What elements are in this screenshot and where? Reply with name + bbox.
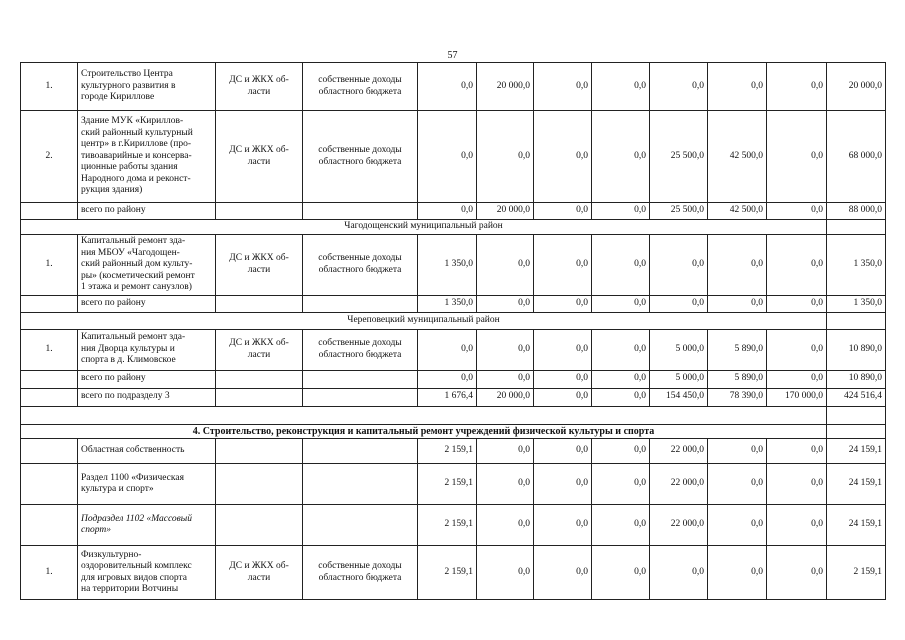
table-row xyxy=(21,464,886,505)
total-label: всего по району xyxy=(78,370,216,388)
amount-cell: 0,0 xyxy=(534,203,592,220)
group-label: Раздел 1100 «Физическая культура и спорт» xyxy=(78,464,216,505)
amount-cell: 2 159,1 xyxy=(418,439,477,464)
amount-cell: 0,0 xyxy=(767,295,827,312)
amount-cell: 0,0 xyxy=(534,295,592,312)
total-label: всего по району xyxy=(78,203,216,220)
amount-cell: 0,0 xyxy=(534,63,592,111)
page-number: 57 xyxy=(447,50,458,61)
amount-cell: 0,0 xyxy=(708,439,767,464)
row-number: 1. xyxy=(21,546,78,600)
amount-cell: 0,0 xyxy=(708,546,767,600)
amount-cell: 0,0 xyxy=(650,63,708,111)
amount-cell: 20 000,0 xyxy=(827,63,886,111)
amount-cell: 0,0 xyxy=(534,505,592,546)
table-row xyxy=(21,329,886,370)
amount-cell: 0,0 xyxy=(477,464,534,505)
table-row xyxy=(21,111,886,203)
funding-source xyxy=(303,295,418,312)
amount-cell: 0,0 xyxy=(767,235,827,296)
amount-cell: 0,0 xyxy=(767,546,827,600)
row-number xyxy=(21,203,78,220)
responsible-dept xyxy=(216,388,303,406)
amount-cell: 0,0 xyxy=(767,111,827,203)
amount-cell: 1 676,4 xyxy=(418,388,477,406)
table-row xyxy=(21,63,886,111)
amount-cell: 1 350,0 xyxy=(418,235,477,296)
amount-cell: 0,0 xyxy=(592,546,650,600)
amount-cell: 0,0 xyxy=(534,439,592,464)
budget-table xyxy=(20,62,886,600)
amount-cell: 0,0 xyxy=(534,388,592,406)
table-row xyxy=(21,546,886,600)
amount-cell: 0,0 xyxy=(650,295,708,312)
row-number xyxy=(21,464,78,505)
amount-cell: 42 500,0 xyxy=(708,203,767,220)
amount-cell: 0,0 xyxy=(767,63,827,111)
section-title: 4. Строительство, реконструкция и капитальный ремонт учреждений физической культуры и спорта xyxy=(21,424,827,439)
amount-cell: 0,0 xyxy=(534,464,592,505)
amount-cell: 0,0 xyxy=(708,235,767,296)
amount-cell: 0,0 xyxy=(650,235,708,296)
section-header-row xyxy=(21,424,886,439)
object-name: Здание МУК «Кириллов- ский районный культурный центр» в г.Кириллове (про- тивоаварийные и консерва- ционные работы здания Народного дома и реконст- рукция здания) xyxy=(78,111,216,203)
amount-cell: 0,0 xyxy=(592,439,650,464)
row-number xyxy=(21,505,78,546)
amount-cell: 0,0 xyxy=(708,63,767,111)
amount-cell: 0,0 xyxy=(592,111,650,203)
amount-cell: 0,0 xyxy=(477,235,534,296)
table-row xyxy=(21,505,886,546)
object-name: Капитальный ремонт зда- ния Дворца культуры и спорта в д. Климовское xyxy=(78,329,216,370)
row-number xyxy=(21,439,78,464)
funding-source xyxy=(303,388,418,406)
amount-cell: 20 000,0 xyxy=(477,388,534,406)
amount-cell: 0,0 xyxy=(418,370,477,388)
responsible-dept xyxy=(216,203,303,220)
table-row xyxy=(21,406,886,424)
amount-cell: 0,0 xyxy=(477,370,534,388)
amount-cell: 0,0 xyxy=(534,235,592,296)
amount-cell: 0,0 xyxy=(708,505,767,546)
amount-cell: 1 350,0 xyxy=(418,295,477,312)
amount-cell: 154 450,0 xyxy=(650,388,708,406)
funding-source xyxy=(303,464,418,505)
blank-cell xyxy=(21,406,827,424)
table-row xyxy=(21,203,886,220)
row-number xyxy=(21,370,78,388)
funding-source xyxy=(303,505,418,546)
section-header-row xyxy=(21,312,886,329)
amount-cell: 0,0 xyxy=(592,63,650,111)
funding-source xyxy=(303,203,418,220)
funding-source: собственные доходы областного бюджета xyxy=(303,235,418,296)
amount-cell: 10 890,0 xyxy=(827,329,886,370)
object-name: Физкультурно- оздоровительный комплекс для игровых видов спорта на территории Вотчины xyxy=(78,546,216,600)
responsible-dept: ДС и ЖКХ об- ласти xyxy=(216,329,303,370)
responsible-dept xyxy=(216,505,303,546)
funding-source xyxy=(303,439,418,464)
amount-cell xyxy=(827,406,886,424)
amount-cell: 424 516,4 xyxy=(827,388,886,406)
amount-cell: 20 000,0 xyxy=(477,203,534,220)
responsible-dept: ДС и ЖКХ об- ласти xyxy=(216,63,303,111)
amount-cell: 24 159,1 xyxy=(827,464,886,505)
responsible-dept: ДС и ЖКХ об- ласти xyxy=(216,235,303,296)
amount-cell: 2 159,1 xyxy=(418,505,477,546)
funding-source: собственные доходы областного бюджета xyxy=(303,111,418,203)
amount-cell xyxy=(827,220,886,235)
amount-cell: 25 500,0 xyxy=(650,111,708,203)
amount-cell: 0,0 xyxy=(767,329,827,370)
responsible-dept xyxy=(216,439,303,464)
amount-cell: 0,0 xyxy=(477,439,534,464)
amount-cell: 24 159,1 xyxy=(827,439,886,464)
total-label: всего по подразделу 3 xyxy=(78,388,216,406)
amount-cell: 2 159,1 xyxy=(827,546,886,600)
object-name: Строительство Центра культурного развития в городе Кириллове xyxy=(78,63,216,111)
amount-cell: 25 500,0 xyxy=(650,203,708,220)
amount-cell: 5 890,0 xyxy=(708,370,767,388)
amount-cell: 0,0 xyxy=(767,203,827,220)
responsible-dept xyxy=(216,464,303,505)
amount-cell: 0,0 xyxy=(592,388,650,406)
row-number: 1. xyxy=(21,235,78,296)
amount-cell: 0,0 xyxy=(477,505,534,546)
amount-cell: 0,0 xyxy=(767,505,827,546)
row-number: 1. xyxy=(21,63,78,111)
responsible-dept xyxy=(216,295,303,312)
amount-cell: 0,0 xyxy=(767,439,827,464)
amount-cell xyxy=(827,424,886,439)
amount-cell: 0,0 xyxy=(708,295,767,312)
table-row xyxy=(21,388,886,406)
row-number: 2. xyxy=(21,111,78,203)
amount-cell: 0,0 xyxy=(592,464,650,505)
amount-cell: 0,0 xyxy=(418,203,477,220)
amount-cell: 0,0 xyxy=(477,329,534,370)
amount-cell: 22 000,0 xyxy=(650,439,708,464)
row-number xyxy=(21,388,78,406)
amount-cell: 0,0 xyxy=(418,63,477,111)
table-row xyxy=(21,235,886,296)
funding-source: собственные доходы областного бюджета xyxy=(303,63,418,111)
amount-cell: 0,0 xyxy=(708,464,767,505)
amount-cell: 2 159,1 xyxy=(418,464,477,505)
funding-source: собственные доходы областного бюджета xyxy=(303,546,418,600)
table-row xyxy=(21,370,886,388)
amount-cell: 0,0 xyxy=(534,329,592,370)
amount-cell: 0,0 xyxy=(534,546,592,600)
amount-cell: 68 000,0 xyxy=(827,111,886,203)
amount-cell: 24 159,1 xyxy=(827,505,886,546)
amount-cell: 0,0 xyxy=(592,370,650,388)
funding-source: собственные доходы областного бюджета xyxy=(303,329,418,370)
amount-cell: 170 000,0 xyxy=(767,388,827,406)
amount-cell: 5 000,0 xyxy=(650,370,708,388)
amount-cell: 20 000,0 xyxy=(477,63,534,111)
section-title: Череповецкий муниципальный район xyxy=(21,312,827,329)
row-number xyxy=(21,295,78,312)
amount-cell: 0,0 xyxy=(592,329,650,370)
amount-cell: 0,0 xyxy=(592,505,650,546)
amount-cell: 0,0 xyxy=(477,546,534,600)
amount-cell: 78 390,0 xyxy=(708,388,767,406)
amount-cell: 0,0 xyxy=(767,464,827,505)
amount-cell: 0,0 xyxy=(592,203,650,220)
amount-cell xyxy=(827,312,886,329)
amount-cell: 22 000,0 xyxy=(650,464,708,505)
amount-cell: 5 000,0 xyxy=(650,329,708,370)
amount-cell: 0,0 xyxy=(534,370,592,388)
amount-cell: 22 000,0 xyxy=(650,505,708,546)
total-label: всего по району xyxy=(78,295,216,312)
amount-cell: 0,0 xyxy=(767,370,827,388)
amount-cell: 0,0 xyxy=(477,111,534,203)
amount-cell: 5 890,0 xyxy=(708,329,767,370)
amount-cell: 2 159,1 xyxy=(418,546,477,600)
amount-cell: 0,0 xyxy=(592,295,650,312)
section-title: Чагодощенский муниципальный район xyxy=(21,220,827,235)
amount-cell: 88 000,0 xyxy=(827,203,886,220)
amount-cell: 0,0 xyxy=(650,546,708,600)
table-row xyxy=(21,295,886,312)
group-label: Подраздел 1102 «Массовый спорт» xyxy=(78,505,216,546)
section-header-row xyxy=(21,220,886,235)
table-body xyxy=(21,63,886,600)
responsible-dept: ДС и ЖКХ об- ласти xyxy=(216,546,303,600)
amount-cell: 0,0 xyxy=(477,295,534,312)
table-row xyxy=(21,439,886,464)
responsible-dept: ДС и ЖКХ об- ласти xyxy=(216,111,303,203)
object-name: Капитальный ремонт зда- ния МБОУ «Чагодощен- ский районный дом культу- ры» (косметический ремонт 1 этажа и ремонт санузлов) xyxy=(78,235,216,296)
amount-cell: 0,0 xyxy=(592,235,650,296)
amount-cell: 1 350,0 xyxy=(827,235,886,296)
amount-cell: 0,0 xyxy=(418,111,477,203)
amount-cell: 0,0 xyxy=(534,111,592,203)
responsible-dept xyxy=(216,370,303,388)
amount-cell: 0,0 xyxy=(418,329,477,370)
row-number: 1. xyxy=(21,329,78,370)
amount-cell: 10 890,0 xyxy=(827,370,886,388)
group-label: Областная собственность xyxy=(78,439,216,464)
amount-cell: 42 500,0 xyxy=(708,111,767,203)
funding-source xyxy=(303,370,418,388)
amount-cell: 1 350,0 xyxy=(827,295,886,312)
